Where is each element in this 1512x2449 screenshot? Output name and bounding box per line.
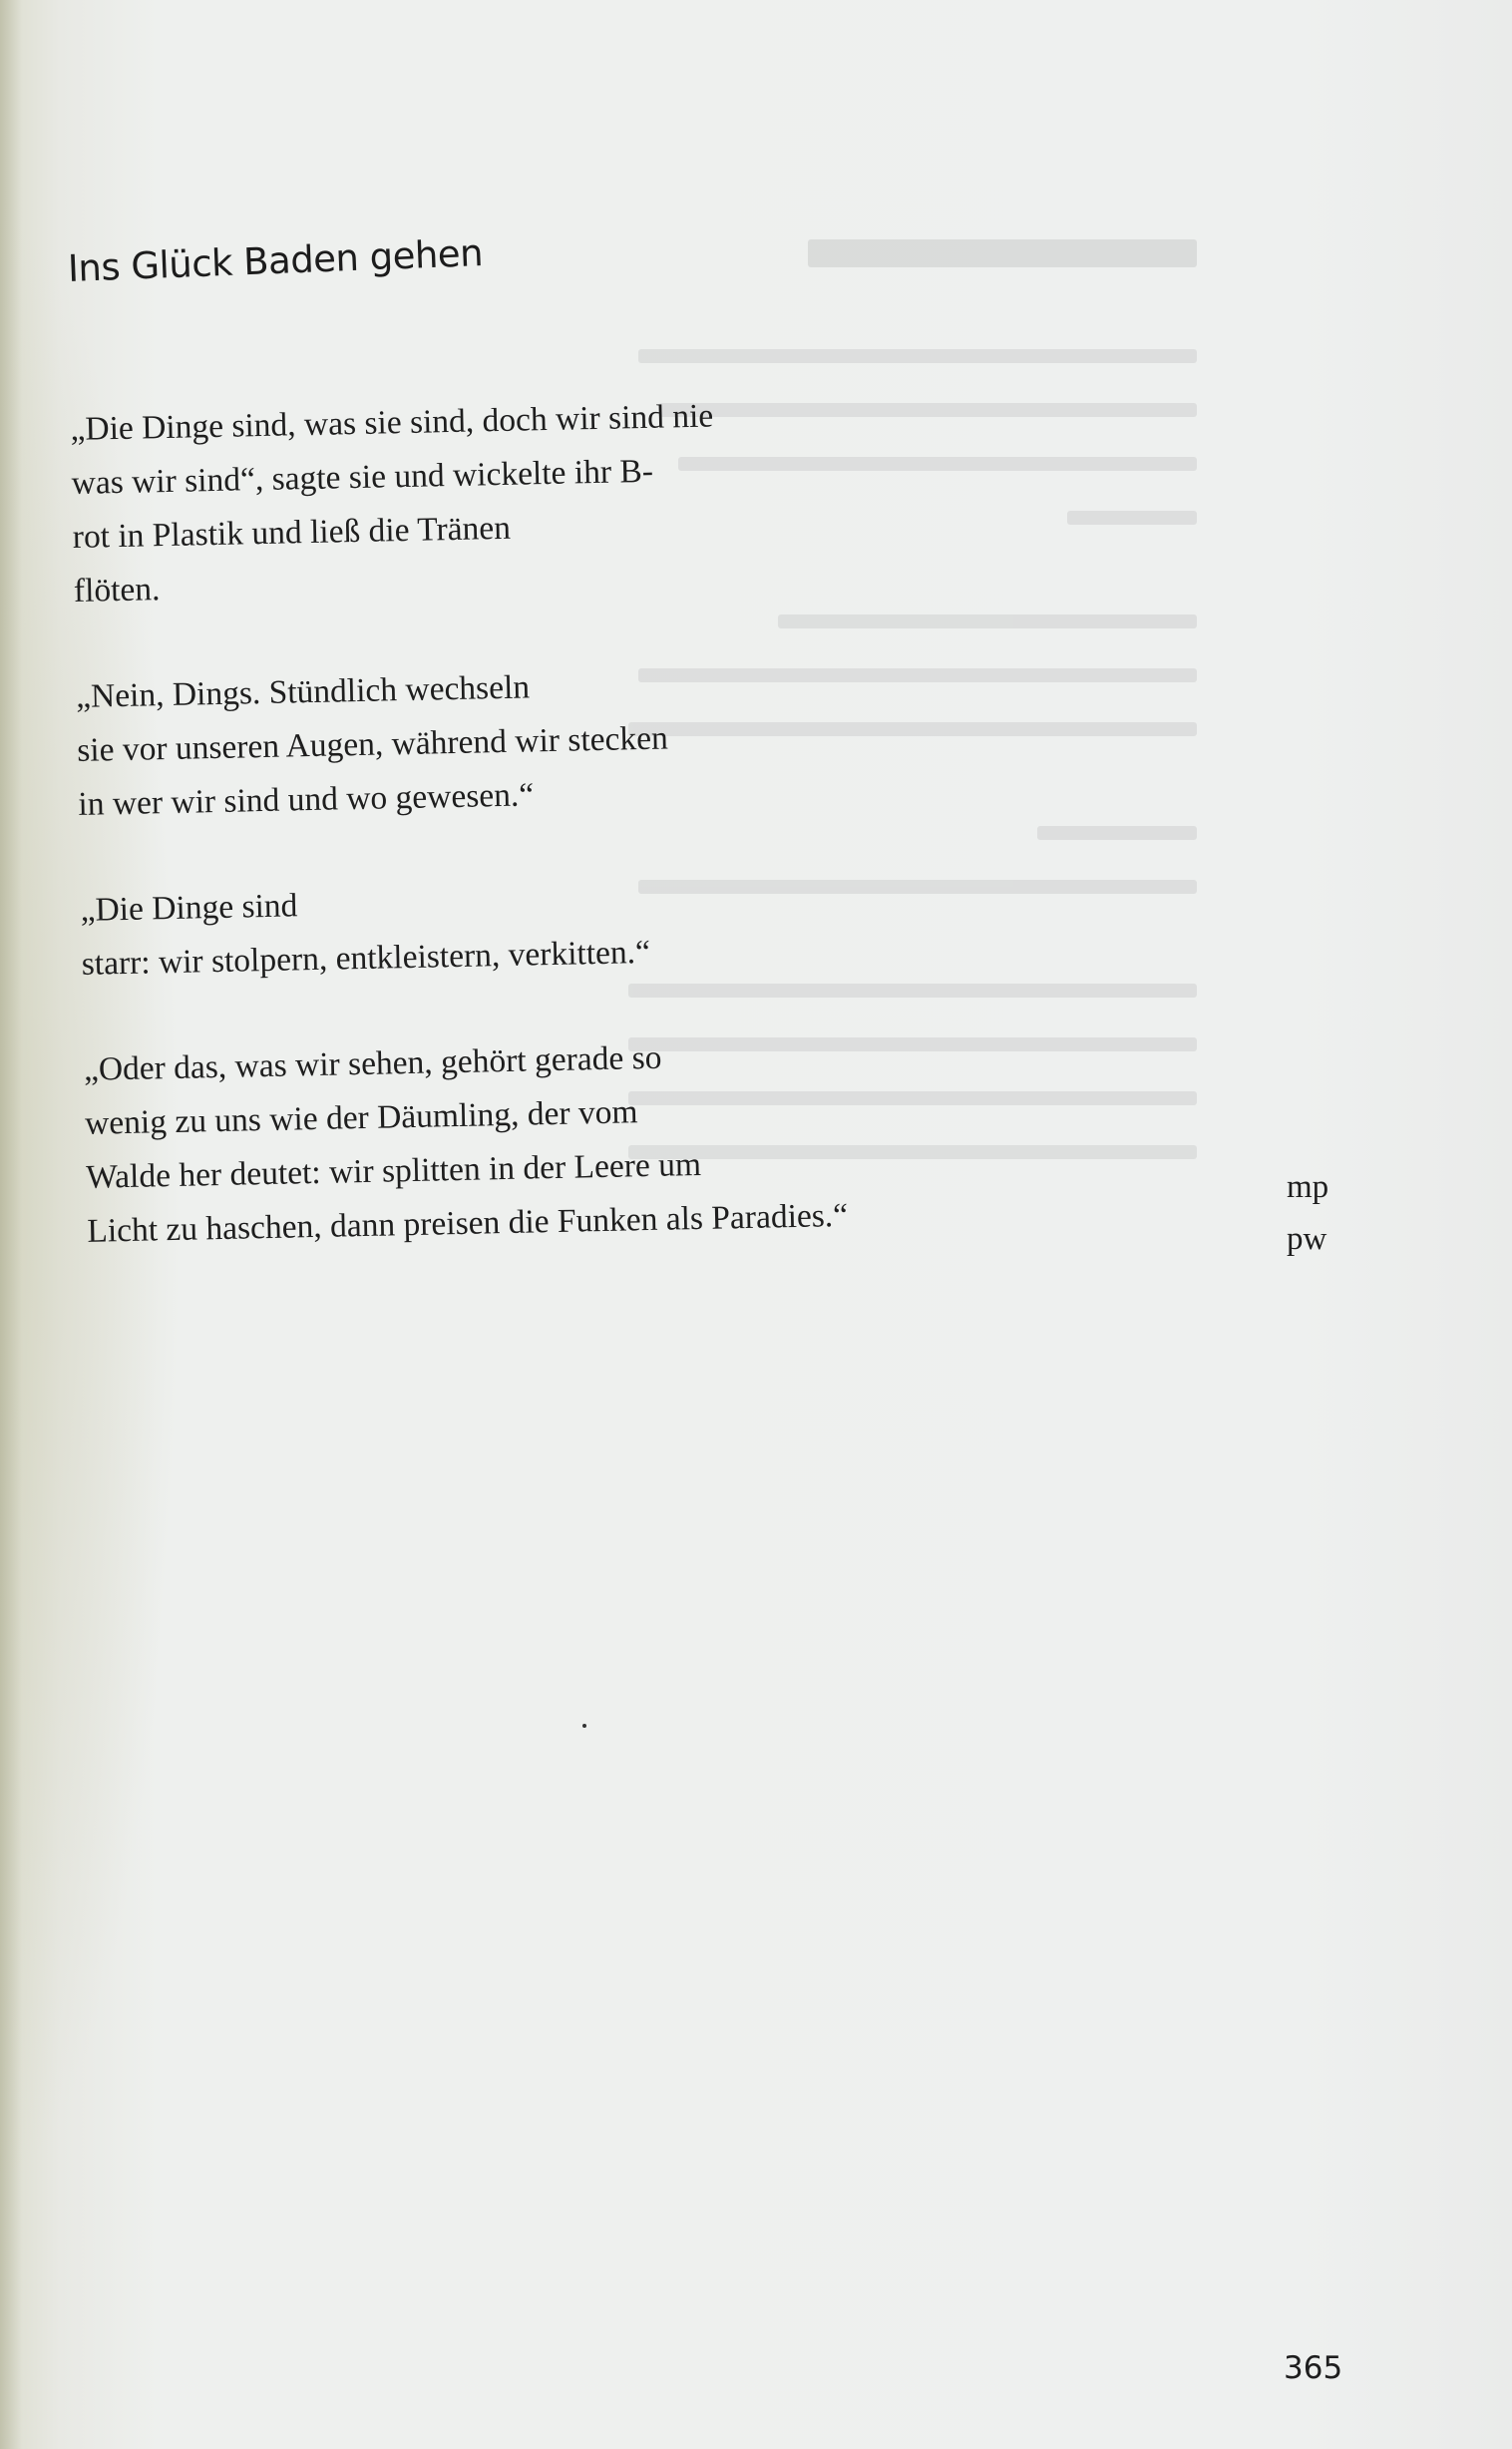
poem-line: „Die Dinge sind, was sie sind, doch wir sind nie	[70, 397, 714, 448]
poem-line: was wir sind“, sagte sie und wickelte ihr B-	[71, 452, 654, 502]
stanza-1	[70, 384, 971, 618]
poem-line: starr: wir stolpern, entkleistern, verkitten.“	[81, 933, 651, 983]
initials-line: pw	[1287, 1221, 1327, 1257]
stanza-3	[80, 865, 979, 992]
poem-line: „Die Dinge sind	[80, 887, 298, 929]
poem-line: Walde her deutet: wir splitten in der Leere um	[85, 1145, 702, 1196]
stanza-4	[83, 1024, 984, 1259]
page-number: 365	[1284, 2350, 1343, 2386]
translator-initials	[1287, 1161, 1328, 1265]
poem-line: flöten.	[73, 571, 161, 610]
poem-line: rot in Plastik und ließ die Tränen	[72, 509, 512, 556]
initials-line: mp	[1287, 1169, 1329, 1205]
poem-line: Licht zu haschen, dann preisen die Funken als Paradies.“	[87, 1196, 849, 1250]
stanza-2	[76, 651, 976, 832]
poem-line: sie vor unseren Augen, während wir stecken	[76, 719, 669, 769]
poem-line: wenig zu uns wie der Däumling, der vom	[84, 1093, 638, 1142]
poem-line: in wer wir sind und wo gewesen.“	[78, 776, 535, 823]
poem-title: Ins Glück Baden gehen	[67, 231, 484, 290]
spine-shadow	[0, 0, 22, 2449]
poem-line: „Oder das, was wir sehen, gehört gerade so	[83, 1038, 662, 1088]
poem-body	[70, 384, 985, 1259]
paper-speck	[582, 1724, 586, 1728]
poem-line: „Nein, Dings. Stündlich wechseln	[75, 668, 531, 715]
